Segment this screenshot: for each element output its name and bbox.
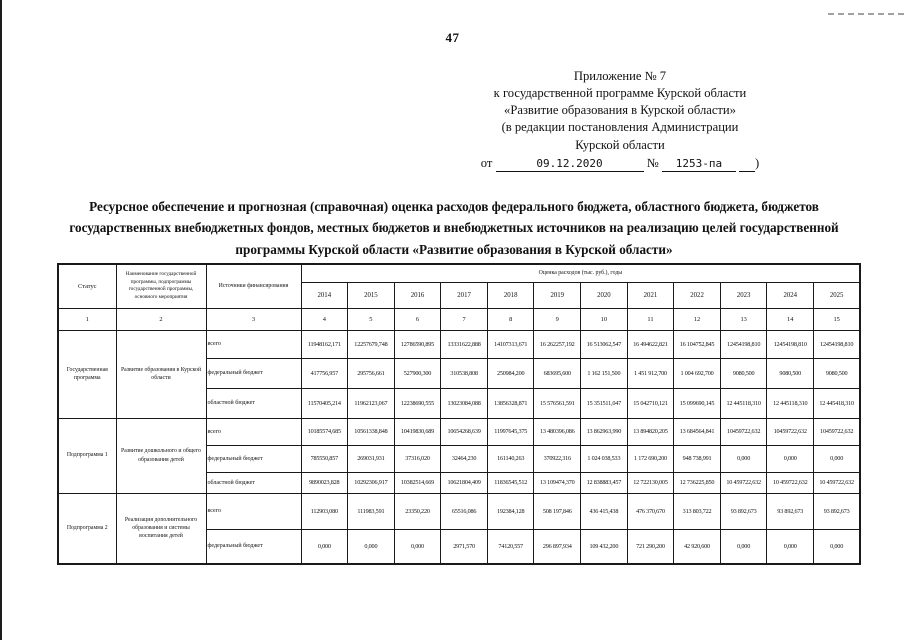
funding-source-cell: федеральный бюджет xyxy=(206,358,301,388)
value-cell: 0,000 xyxy=(720,445,767,472)
value-cell: 11836545,512 xyxy=(487,472,534,493)
value-cell: 10382514,669 xyxy=(394,472,441,493)
value-cell: 13331622,888 xyxy=(441,330,488,358)
value-cell: 13 894820,205 xyxy=(627,418,674,445)
header-column-number: 5 xyxy=(348,308,395,330)
appendix-block xyxy=(428,68,812,172)
value-cell: 93 892,673 xyxy=(767,493,814,529)
value-cell: 10185574,685 xyxy=(301,418,348,445)
table-row xyxy=(58,418,860,445)
value-cell: 93 892,673 xyxy=(720,493,767,529)
header-column-number: 6 xyxy=(394,308,441,330)
value-cell: 1 172 690,200 xyxy=(627,445,674,472)
value-cell: 250984,200 xyxy=(487,358,534,388)
value-cell: 13 109474,370 xyxy=(534,472,581,493)
value-cell: 2971,570 xyxy=(441,529,488,564)
value-cell: 109 432,200 xyxy=(581,529,628,564)
header-status: Статус xyxy=(58,264,116,308)
header-column-number: 2 xyxy=(116,308,206,330)
header-column-number: 11 xyxy=(627,308,674,330)
value-cell: 12454198,810 xyxy=(720,330,767,358)
value-cell: 13856328,871 xyxy=(487,388,534,418)
header-year: 2025 xyxy=(814,282,861,308)
appendix-line: «Развитие образования в Курской области» xyxy=(504,103,736,118)
value-cell: 417756,957 xyxy=(301,358,348,388)
value-cell: 10459722,632 xyxy=(767,418,814,445)
value-cell: 16 262257,192 xyxy=(534,330,581,358)
header-column-number: 12 xyxy=(674,308,721,330)
value-cell: 9890023,828 xyxy=(301,472,348,493)
appendix-line: (в редакции постановления Администрации xyxy=(501,120,739,135)
header-column-number: 1 xyxy=(58,308,116,330)
header-year: 2016 xyxy=(394,282,441,308)
value-cell: 16 513062,547 xyxy=(581,330,628,358)
value-cell: 1 162 151,500 xyxy=(581,358,628,388)
header-column-number: 8 xyxy=(487,308,534,330)
value-cell: 13 862963,990 xyxy=(581,418,628,445)
value-cell: 15 576561,591 xyxy=(534,388,581,418)
appendix-from-line xyxy=(428,155,812,172)
value-cell: 16 104752,845 xyxy=(674,330,721,358)
value-cell: 0,000 xyxy=(348,529,395,564)
header-year: 2021 xyxy=(627,282,674,308)
value-cell: 11570405,214 xyxy=(301,388,348,418)
program-name-cell: Развитие дошкольного и общего образования детей xyxy=(116,418,206,493)
value-cell: 12 838883,457 xyxy=(581,472,628,493)
appendix-line: Курской области xyxy=(575,137,665,152)
header-column-number: 13 xyxy=(720,308,767,330)
appendix-line: Приложение № 7 xyxy=(573,69,667,83)
program-name-cell: Развитие образования в Курской области xyxy=(116,330,206,418)
value-cell: 0,000 xyxy=(814,529,861,564)
value-cell: 12 445118,310 xyxy=(767,388,814,418)
value-cell: 10621804,409 xyxy=(441,472,488,493)
header-year: 2023 xyxy=(720,282,767,308)
value-cell: 683695,600 xyxy=(534,358,581,388)
value-cell: 527900,300 xyxy=(394,358,441,388)
value-cell: 13023084,088 xyxy=(441,388,488,418)
value-cell: 15 099690,145 xyxy=(674,388,721,418)
value-cell: 310538,808 xyxy=(441,358,488,388)
header-year: 2014 xyxy=(301,282,348,308)
value-cell: 13 684564,841 xyxy=(674,418,721,445)
header-year: 2015 xyxy=(348,282,395,308)
value-cell: 12786590,895 xyxy=(394,330,441,358)
value-cell: 15 351511,047 xyxy=(581,388,628,418)
value-cell: 0,000 xyxy=(767,529,814,564)
value-cell: 0,000 xyxy=(720,529,767,564)
funding-source-cell: федеральный бюджет xyxy=(206,445,301,472)
value-cell: 295756,661 xyxy=(348,358,395,388)
value-cell: 16 494622,821 xyxy=(627,330,674,358)
value-cell: 948 738,991 xyxy=(674,445,721,472)
value-cell: 269031,931 xyxy=(348,445,395,472)
value-cell: 23350,220 xyxy=(394,493,441,529)
header-year: 2017 xyxy=(441,282,488,308)
value-cell: 10419830,689 xyxy=(394,418,441,445)
value-cell: 10654268,639 xyxy=(441,418,488,445)
value-cell: 12 722130,005 xyxy=(627,472,674,493)
value-cell: 12 736225,850 xyxy=(674,472,721,493)
number-sign: № xyxy=(646,155,659,170)
value-cell: 0,000 xyxy=(301,529,348,564)
appendix-line: к государственной программе Курской области xyxy=(493,86,747,101)
table-row xyxy=(58,330,860,358)
value-cell: 296 897,934 xyxy=(534,529,581,564)
header-column-number: 14 xyxy=(767,308,814,330)
value-cell: 10 459722,632 xyxy=(720,472,767,493)
budget-table xyxy=(57,263,861,565)
funding-source-cell: всего xyxy=(206,493,301,529)
value-cell: 370922,316 xyxy=(534,445,581,472)
value-cell: 32464,230 xyxy=(441,445,488,472)
value-cell: 13 480396,086 xyxy=(534,418,581,445)
header-year: 2024 xyxy=(767,282,814,308)
header-year: 2020 xyxy=(581,282,628,308)
value-cell: 10 459722,632 xyxy=(767,472,814,493)
value-cell: 12454198,810 xyxy=(767,330,814,358)
value-cell: 1 004 692,700 xyxy=(674,358,721,388)
value-cell: 37316,020 xyxy=(394,445,441,472)
value-cell: 785550,857 xyxy=(301,445,348,472)
value-cell: 0,000 xyxy=(814,445,861,472)
header-cost-estimate: Оценка расходов (тыс. руб.), годы xyxy=(301,264,860,282)
value-cell: 508 197,846 xyxy=(534,493,581,529)
value-cell: 15 042710,121 xyxy=(627,388,674,418)
header-year: 2019 xyxy=(534,282,581,308)
document-title: Ресурсное обеспечение и прогнозная (справочная) оценка расходов федерального бюджета, областного бюджета, бюджетов государственных внебюджетных фондов, местных бюджетов и внебюджетных источников на реализацию целей государственной программы Курской области «Развитие образования в Курской области» xyxy=(69,199,839,257)
value-cell: 42 920,600 xyxy=(674,529,721,564)
closing-paren: ) xyxy=(755,155,760,170)
header-column-number: 15 xyxy=(814,308,861,330)
header-year: 2018 xyxy=(487,282,534,308)
value-cell: 12257679,748 xyxy=(348,330,395,358)
value-cell: 11997645,375 xyxy=(487,418,534,445)
scan-left-edge xyxy=(0,0,2,640)
header-column-number: 7 xyxy=(441,308,488,330)
value-cell: 0,000 xyxy=(767,445,814,472)
value-cell: 9080,500 xyxy=(767,358,814,388)
funding-source-cell: федеральный бюджет xyxy=(206,529,301,564)
value-cell: 1 024 038,533 xyxy=(581,445,628,472)
header-column-number: 10 xyxy=(581,308,628,330)
funding-source-cell: всего xyxy=(206,330,301,358)
value-cell: 12 445118,310 xyxy=(720,388,767,418)
value-cell: 1 451 912,700 xyxy=(627,358,674,388)
value-cell: 313 803,722 xyxy=(674,493,721,529)
value-cell: 161140,263 xyxy=(487,445,534,472)
value-cell: 192384,128 xyxy=(487,493,534,529)
header-row-top xyxy=(58,264,860,282)
value-cell: 10459722,632 xyxy=(720,418,767,445)
value-cell: 476 370,670 xyxy=(627,493,674,529)
header-column-number: 3 xyxy=(206,308,301,330)
value-cell: 74120,557 xyxy=(487,529,534,564)
value-cell: 12454198,810 xyxy=(814,330,861,358)
document-number: 1253-па xyxy=(662,157,736,172)
value-cell: 0,000 xyxy=(394,529,441,564)
scan-artifact-dash xyxy=(828,13,904,15)
header-column-number: 4 xyxy=(301,308,348,330)
value-cell: 10 459722,632 xyxy=(814,472,861,493)
value-cell: 10292306,917 xyxy=(348,472,395,493)
table-row xyxy=(58,493,860,529)
funding-source-cell: областной бюджет xyxy=(206,472,301,493)
header-program-name: Наименование государственной программы, подпрограммы государственной программы, основного мероприятия xyxy=(116,264,206,308)
value-cell: 11962123,067 xyxy=(348,388,395,418)
blank-tail xyxy=(739,171,755,172)
program-name-cell: Реализация дополнительного образования и системы воспитания детей xyxy=(116,493,206,564)
from-label: от xyxy=(480,155,493,170)
value-cell: 93 892,673 xyxy=(814,493,861,529)
value-cell: 12 445418,310 xyxy=(814,388,861,418)
status-cell: Подпрограмма 2 xyxy=(58,493,116,564)
value-cell: 9080,500 xyxy=(814,358,861,388)
value-cell: 111983,591 xyxy=(348,493,395,529)
document-date: 09.12.2020 xyxy=(496,157,644,172)
value-cell: 9080,500 xyxy=(720,358,767,388)
value-cell: 10459722,632 xyxy=(814,418,861,445)
value-cell: 65516,086 xyxy=(441,493,488,529)
value-cell: 112903,080 xyxy=(301,493,348,529)
funding-source-cell: всего xyxy=(206,418,301,445)
header-row-column-numbers xyxy=(58,308,860,330)
value-cell: 436 415,438 xyxy=(581,493,628,529)
value-cell: 11948162,171 xyxy=(301,330,348,358)
value-cell: 14107313,671 xyxy=(487,330,534,358)
value-cell: 10561338,848 xyxy=(348,418,395,445)
header-column-number: 9 xyxy=(534,308,581,330)
funding-source-cell: областной бюджет xyxy=(206,388,301,418)
status-cell: Подпрограмма 1 xyxy=(58,418,116,493)
header-funding-source: Источники финансирования xyxy=(206,264,301,308)
header-year: 2022 xyxy=(674,282,721,308)
status-cell: Государственная программа xyxy=(58,330,116,418)
value-cell: 12238690,555 xyxy=(394,388,441,418)
value-cell: 721 290,200 xyxy=(627,529,674,564)
page-number: 47 xyxy=(445,30,460,45)
